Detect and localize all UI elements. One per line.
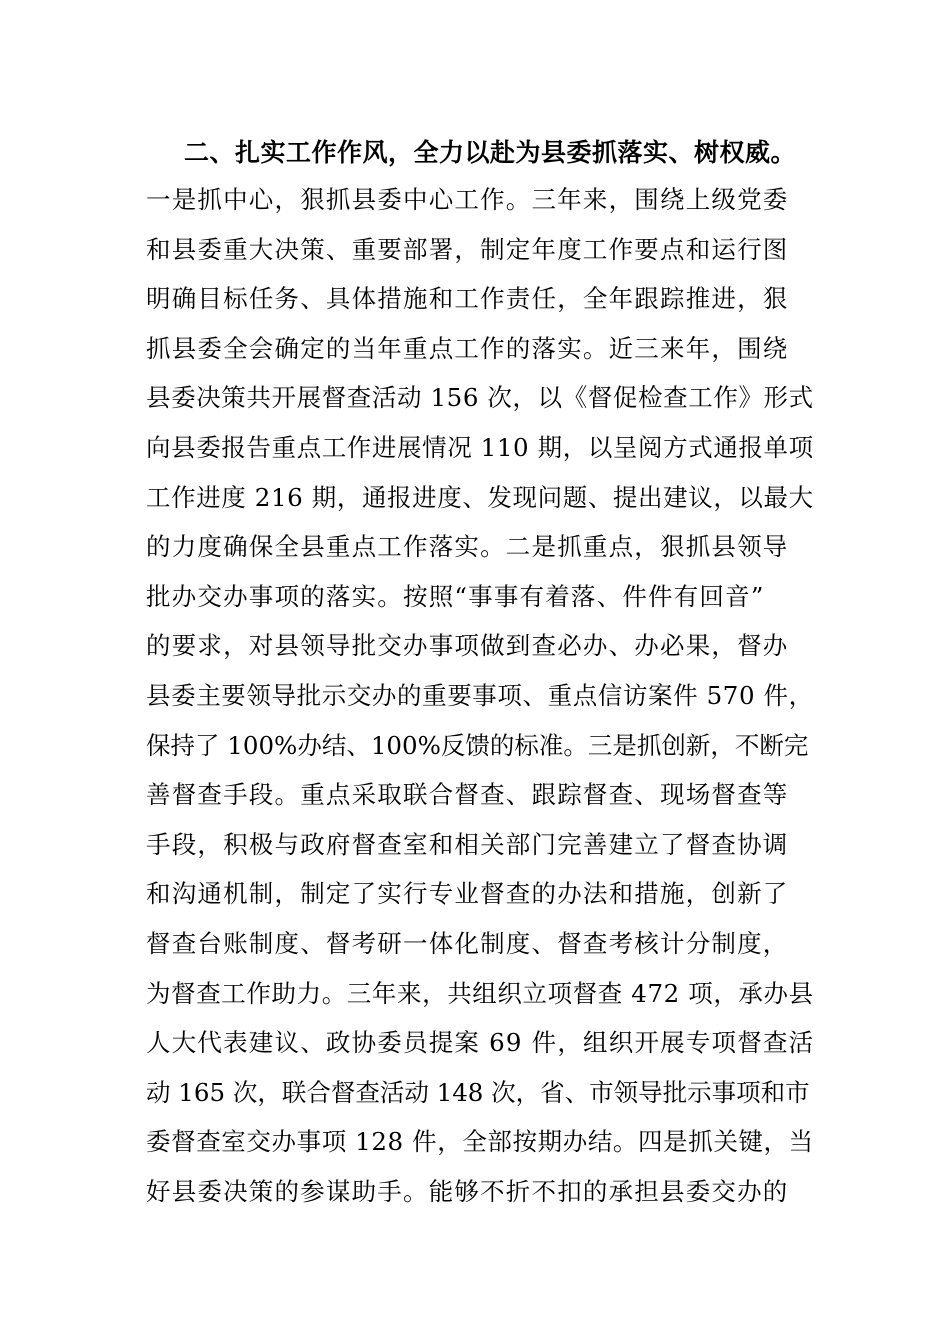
text-line: 批办交办事项的落实。按照“事事有着落、件件有回音” bbox=[146, 581, 765, 611]
text-line: 一是抓中心，狠抓县委中心工作。三年来，围绕上级党委 bbox=[146, 185, 789, 214]
text-line: 和沟通机制，制定了实行专业督查的办法和措施，创新了 bbox=[146, 879, 789, 909]
text-line: 督查台账制度、督考研一体化制度、督查考核计分制度， bbox=[146, 928, 789, 958]
text-line: 县委决策共开展督查活动 156 次，以《督促检查工作》形式 bbox=[146, 383, 814, 413]
text-line: 工作进度 216 期，通报进度、发现问题、提出建议，以最大 bbox=[146, 482, 814, 512]
body-text bbox=[146, 180, 816, 1221]
text-line: 保持了 100%办结、100%反馈的标准。三是抓创新，不断完 bbox=[146, 730, 809, 760]
text-line: 动 165 次，联合督查活动 148 次，省、市领导批示事项和市 bbox=[146, 1077, 810, 1107]
text-line: 向县委报告重点工作进展情况 110 期，以呈阅方式通报单项 bbox=[146, 432, 814, 462]
text-line: 为督查工作助力。三年来，共组织立项督查 472 项，承办县 bbox=[146, 978, 814, 1008]
text-line: 的力度确保全县重点工作落实。二是抓重点，狠抓县领导 bbox=[146, 532, 789, 562]
text-line: 抓县委全会确定的当年重点工作的落实。近三来年，围绕 bbox=[146, 333, 789, 363]
section-heading: 二、扎实工作作风，全力以赴为县委抓落实、树权威。 bbox=[184, 138, 797, 167]
text-line: 委督查室交办事项 128 件，全部按期办结。四是抓关键，当 bbox=[146, 1127, 814, 1157]
text-line: 的要求，对县领导批交办事项做到查必办、办必果，督办 bbox=[146, 631, 789, 661]
text-line: 明确目标任务、具体措施和工作责任，全年跟踪推进，狠 bbox=[146, 284, 789, 314]
text-line: 善督查手段。重点采取联合督查、跟踪督查、现场督查等 bbox=[146, 780, 789, 810]
text-line: 县委主要领导批示交办的重要事项、重点信访案件 570 件， bbox=[146, 680, 814, 710]
text-line: 人大代表建议、政协委员提案 69 件，组织开展专项督查活 bbox=[146, 1028, 815, 1058]
text-line: 好县委决策的参谋助手。能够不折不扣的承担县委交办的 bbox=[146, 1176, 789, 1206]
text-line: 和县委重大决策、重要部署，制定年度工作要点和运行图 bbox=[146, 234, 789, 264]
text-line: 手段，积极与政府督查室和相关部门完善建立了督查协调 bbox=[146, 829, 789, 859]
